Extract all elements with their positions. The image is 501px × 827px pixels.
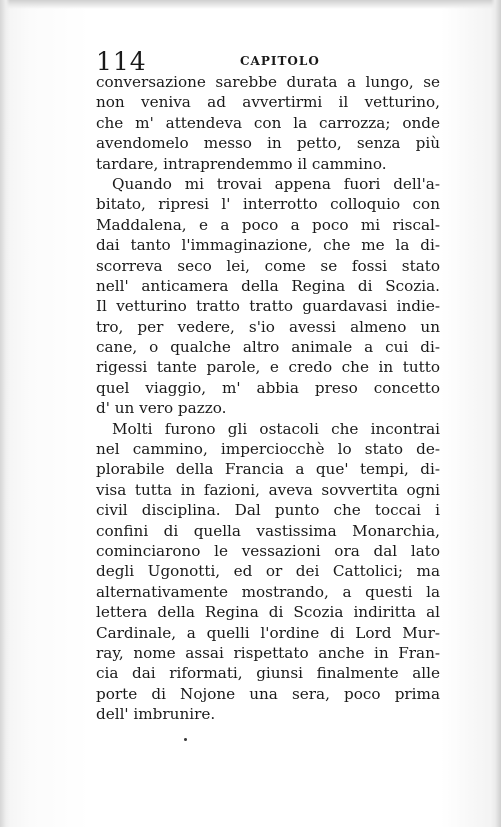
page-number: 114 [96,47,147,76]
text-line: scorreva seco lei, come se fossi stato [96,256,440,275]
text-line: lettera della Regina di Scozia indiritta al [96,603,440,622]
text-line: cia dai riformati, giunsi finalmente alle [96,664,440,683]
text-line: cominciarono le vessazioni ora dal lato [96,541,440,560]
text-line: plorabile della Francia a que' tempi, di- [96,460,440,479]
text-line: Molti furono gli ostacoli che incontrai [112,419,440,438]
text-line: dell' imbrunire. [96,705,216,724]
text-line: tardare, intraprendemmo il cammino. [96,154,387,173]
text-line: Il vetturino tratto tratto guardavasi indie- [96,297,440,316]
text-line: conversazione sarebbe durata a lungo, se [96,73,440,91]
text-line: Quando mi trovai appena fuori dell'a- [112,174,440,193]
text-line: rigessi tante parole, e credo che in tutto [96,358,440,377]
text-line: tro, per vedere, s'io avessi almeno un [96,317,440,336]
text-line: cane, o qualche altro animale a cui di- [96,338,440,357]
text-line: civil disciplina. Dal punto che toccai i [96,501,440,520]
page-top-edge [0,0,501,9]
page-left-edge [0,0,10,827]
page-right-edge [491,0,501,827]
running-head: CAPITOLO [240,54,320,68]
text-line: confini di quella vastissima Monarchia, [96,521,440,540]
text-line: nell' anticamera della Regina di Scozia. [96,276,440,295]
text-line: non veniva ad avvertirmi il vetturino, [96,93,440,112]
text-line: Cardinale, a quelli l'ordine di Lord Mur- [96,623,440,642]
text-line: dai tanto l'immaginazione, che me la di- [96,236,440,255]
text-line: d' un vero pazzo. [96,399,227,418]
text-line: nel cammino, imperciocchè lo stato de- [96,440,440,459]
text-line: quel viaggio, m' abbia preso concetto [96,378,440,397]
text-line: degli Ugonotti, ed or dei Cattolici; ma [96,562,440,581]
page-header [96,47,456,75]
text-line: porte di Nojone una sera, poco prima [96,684,440,703]
ink-speck [184,738,187,741]
body-text [96,72,440,725]
text-line: avendomelo messo in petto, senza più [96,134,440,153]
text-line: visa tutta in fazioni, aveva sovvertita ogni [96,480,440,499]
text-line: ray, nome assai rispettato anche in Fran- [96,643,440,662]
text-line: alternativamente mostrando, a questi la [96,582,440,601]
text-line: bitato, ripresi l' interrotto colloquio con [96,195,440,214]
text-line: Maddalena, e a poco a poco mi riscal- [96,215,440,234]
text-line: che m' attendeva con la carrozza; onde [96,113,440,132]
